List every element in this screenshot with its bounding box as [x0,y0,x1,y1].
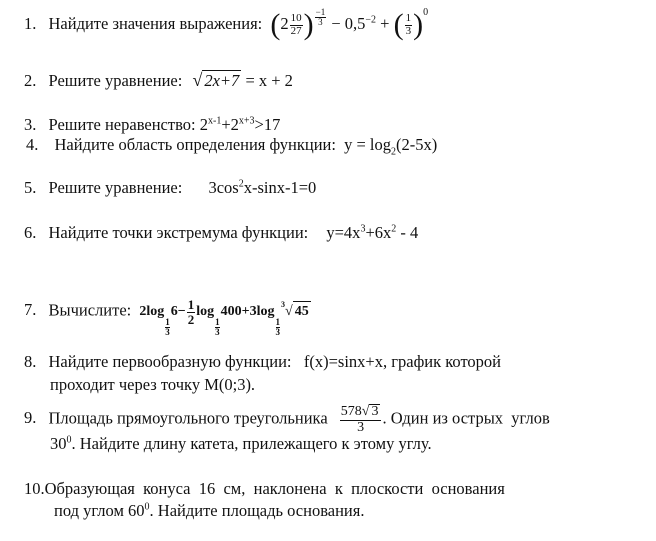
exponent-fraction: $\frac{-1}{3}$ [315,7,326,28]
task-number: 8. [24,352,37,371]
area-fraction: $\frac{578√ 3}{3}$ [340,404,382,435]
math-expression: √ 2x+7 = x + 2 [192,70,293,90]
task-number: 5. [24,178,37,197]
task-8-line-2: проходит через точку M(0;3). [50,375,256,394]
task-1 [24,8,428,40]
math-expression: 2log $\frac{1}{3}$ 6− $\frac{1}{2}$ log $\frac{1}{3}$ 400+3log $\frac{1}{3}$ $^3$√ 45 [139,297,309,338]
log-base: $\frac{1}{3}$ [275,317,280,338]
fraction: $\frac{1}{2}$ [187,297,195,327]
math-expression: $2^{x-1}+2^{x+3}>17$ [199,115,281,134]
task-2 [24,70,293,91]
task-5 [24,178,316,198]
task-text: Решите неравенство: [48,115,196,134]
task-text: Образующая конуса 16 см, наклонена к плоскости основания [44,479,505,498]
task-number: 6. [24,223,37,242]
task-text: Решите уравнение: [48,178,183,197]
sqrt-radicand: 2x+7 [204,71,240,90]
task-7 [24,298,311,337]
task-3 [24,115,280,135]
math-expression: $3\cos^2x-\sin x-1=0$ [208,178,317,197]
task-text: Найдите значения выражения: [48,14,263,33]
fraction: $\frac{10}{27}$ [290,12,302,37]
task-text: Вычислите: [48,300,132,320]
task-text: Найдите точки экстремума функции: [48,223,309,242]
log-base: $\frac{1}{3}$ [215,317,220,338]
task-number: 9. [24,408,37,428]
math-expression: (2 $\frac{10}{27}$ ) $\frac{-1}{3}$ − $0,5^{-2}$ + ( $\frac{1}{3}$ )$^0$ [270,7,429,42]
sqrt-radicand: 45 [293,301,311,322]
task-10-line-2: под углом $60^0$. Найдите площадь основания. [54,501,365,520]
task-text: Площадь прямоугольного треугольника [48,408,328,428]
task-4 [26,135,438,158]
task-number: 2. [24,71,37,90]
task-text: Найдите область определения функции: [54,135,336,154]
task-10 [24,479,624,499]
task-6 [24,223,418,243]
math-expression: $y = \log_2(2-5x)$ [344,135,438,158]
task-text: Решите уравнение: [48,71,183,90]
task-9-line-2: $30^0$. Найдите длину катета, прилежащего к этому углу. [50,434,432,453]
task-text: Найдите первообразную функции: f(x)=sinx+x, график которой [48,352,502,371]
math-expression: $y=4x^3+6x^2 - 4$ [326,223,419,242]
task-number: 4. [26,135,39,154]
task-number: 3. [24,115,37,134]
log-base: $\frac{1}{3}$ [165,317,170,338]
fraction: $\frac{1}{3}$ [405,12,412,37]
task-number: 10. [24,479,45,498]
task-8 [24,352,501,372]
task-9: 9. Площадь прямоугольного треугольника $\frac{578√ 3}{3}$ . Один из острых углов [24,404,550,435]
task-number: 7. [24,300,37,320]
task-number: 1. [24,14,37,33]
